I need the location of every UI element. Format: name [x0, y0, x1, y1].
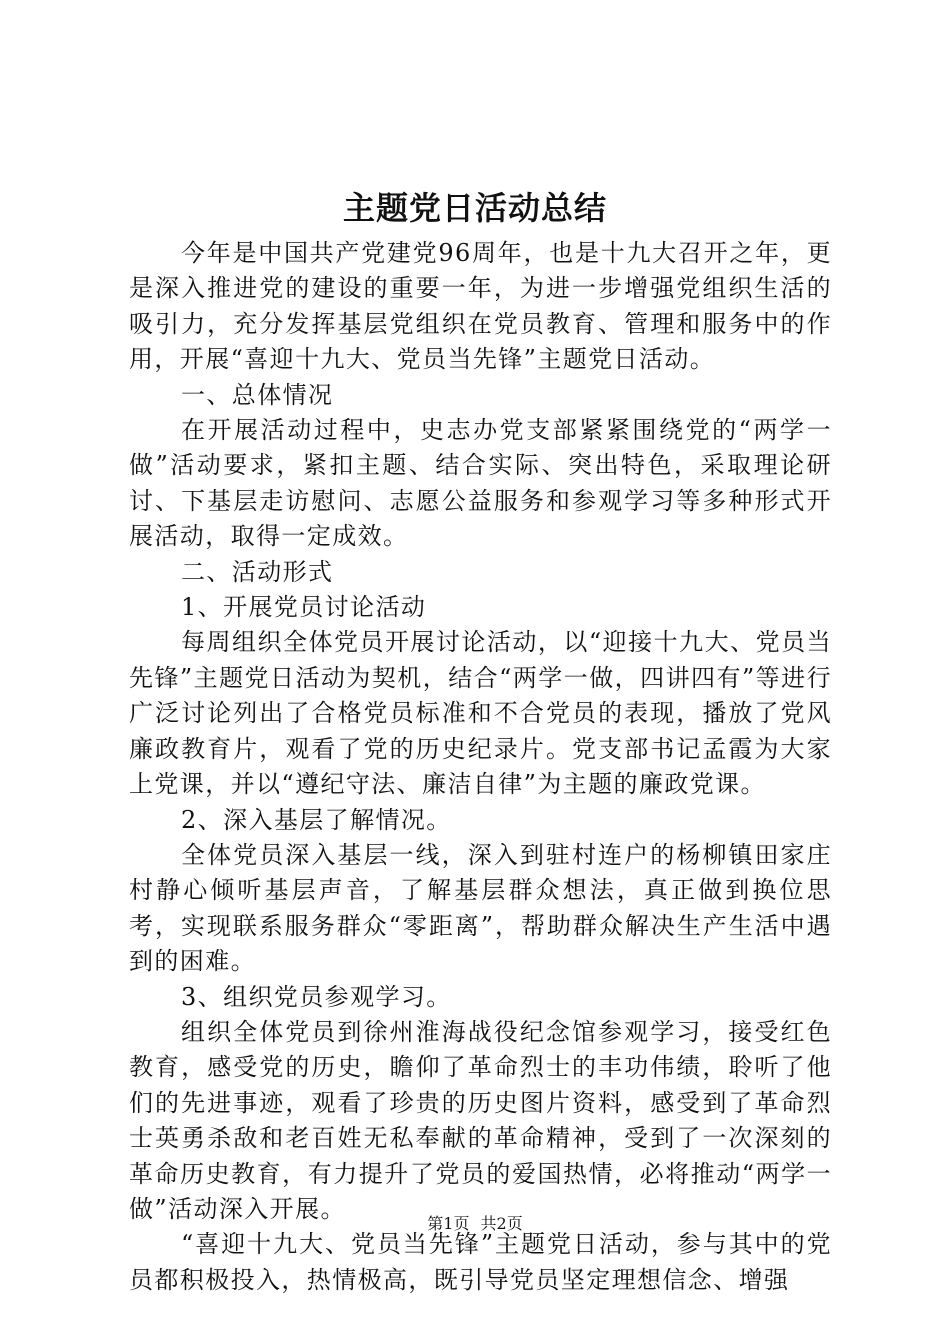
- page-number: 第1页: [427, 1214, 470, 1233]
- paragraph-intro: 今年是中国共产党建党96周年，也是十九大召开之年，更是深入推进党的建设的重要一年，为进一步增强党组织生活的吸引力，充分发挥基层党组织在党员教育、管理和服务中的作用，开展“喜迎十九大、党员当先锋”主题党日活动。: [129, 239, 832, 374]
- paragraph-overview: 在开展活动过程中，史志办党支部紧紧围绕党的“两学一做”活动要求，紧扣主题、结合实际、突出特色，采取理论研讨、下基层走访慰问、志愿公益服务和参观学习等多种形式开展活动，取得一定成效。: [129, 416, 832, 551]
- section-heading-overview: 一、总体情况: [181, 380, 334, 409]
- subheading-grassroots: 2、深入基层了解情况。: [181, 805, 452, 834]
- subheading-discussion: 1、开展党员讨论活动: [181, 593, 427, 622]
- paragraph-visit: 组织全体党员到徐州淮海战役纪念馆参观学习，接受红色教育，感受党的历史，瞻仰了革命烈士的丰功伟绩，聆听了他们的先进事迹，观看了珍贵的历史图片资料，感受到了革命烈士英勇杀敌和老百姓无私奉献的革命精神，受到了一次深刻的革命历史教育，有力提升了党员的爱国热情，必将推动“两学一做”活动深入开展。: [129, 1017, 832, 1223]
- page-total: 共2页: [480, 1214, 523, 1233]
- page-footer: [0, 1214, 950, 1234]
- paragraph-discussion: 每周组织全体党员开展讨论活动，以“迎接十九大、党员当先锋”主题党日活动为契机，结合“两学一做，四讲四有”等进行广泛讨论列出了合格党员标准和不合党员的表现，播放了党风廉政教育片，观看了党的历史纪录片。党支部书记孟霞为大家上党课，并以“遵纪守法、廉洁自律”为主题的廉政党课。: [129, 628, 832, 799]
- document-body: [129, 236, 832, 1298]
- section-heading-activity-forms: 二、活动形式: [181, 557, 334, 586]
- paragraph-grassroots: 全体党员深入基层一线，深入到驻村连户的杨柳镇田家庄村静心倾听基层声音，了解基层群众想法，真正做到换位思考，实现联系服务群众“零距离”，帮助群众解决生产生活中遇到的困难。: [129, 840, 832, 976]
- subheading-visit: 3、组织党员参观学习。: [181, 982, 452, 1011]
- document-title: 主题党日活动总结: [342, 189, 607, 227]
- paragraph-conclusion: “喜迎十九大、党员当先锋”主题党日活动，参与其中的党员都积极投入，热情极高，既引导党员坚定理想信念、增强: [129, 1230, 832, 1294]
